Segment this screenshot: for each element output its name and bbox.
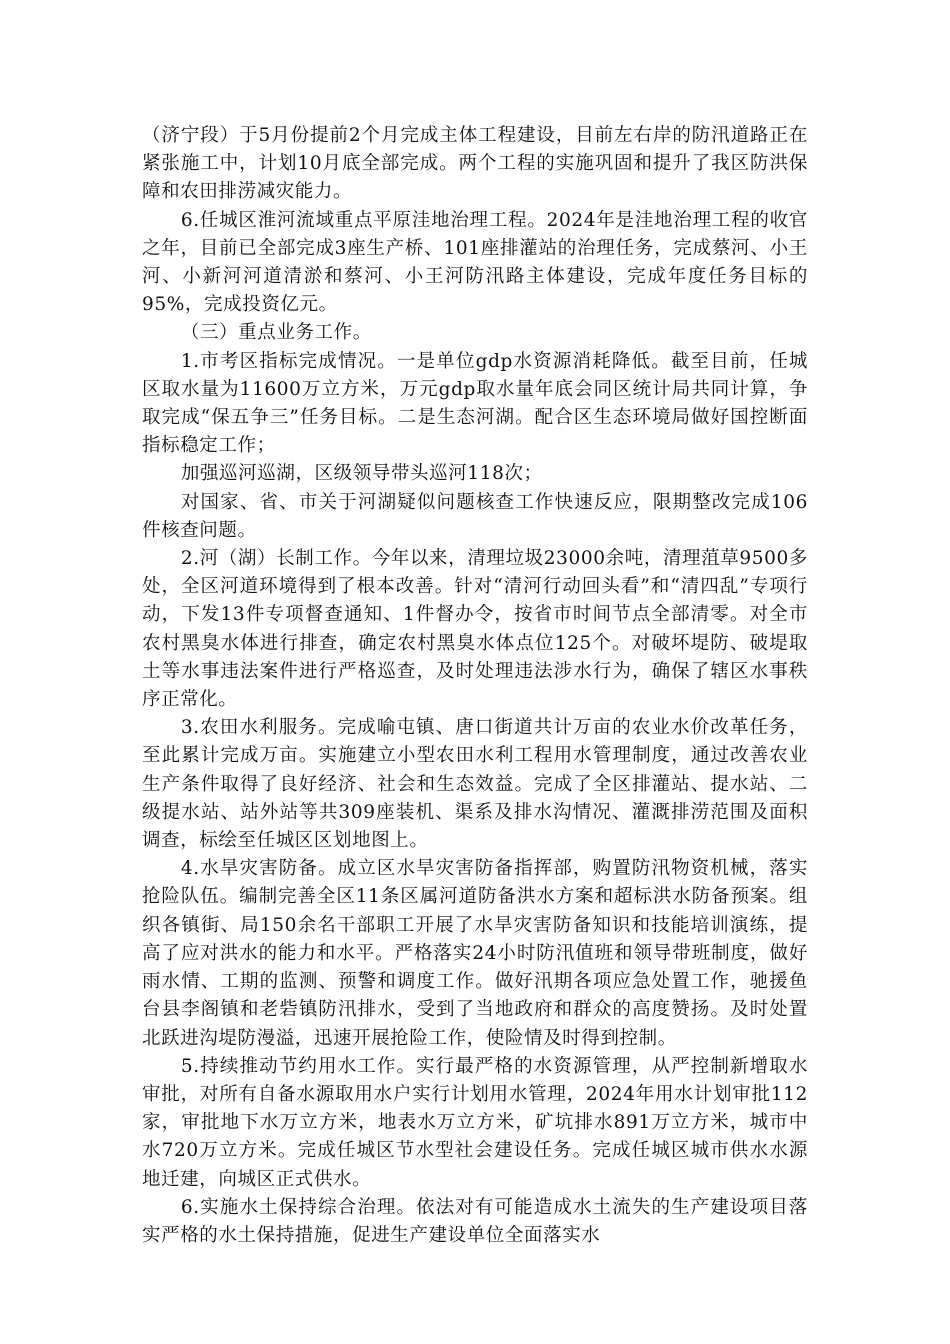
paragraph-item-6-depression-project: 6.任城区淮河流域重点平原洼地治理工程。2024年是洼地治理工程的收官之年，目前已全部完成3座生产桥、101座排灌站的治理任务，完成蔡河、小王河、小新河河道清淤和蔡河、小王河防汛路主体建设，完成年度任务目标的95%，完成投资亿元。 [142,209,808,316]
section-heading-key-work: （三）重点业务工作。 [180,322,372,344]
paragraph-item-1-indicators: 1.市考区指标完成情况。一是单位gdp水资源消耗降低。截至目前，任城区取水量为11600万立方米，万元gdp取水量年底会同区统计局共同计算，争取完成“保五争三”任务目标。二是生态河湖。配合区生态环境局做好国控断面指标稳定工作； [142,350,808,457]
paragraph-item-3-farmland-water: 3.农田水利服务。完成喻屯镇、唐口街道共计万亩的农业水价改革任务，至此累计完成万亩。实施建立小型农田水利工程用水管理制度，通过改善农业生产条件取得了良好经济、社会和生态效益。完成了全区排灌站、提水站、二级提水站、站外站等共309座装机、渠系及排水沟情况、灌溉排涝范围及面积调查，标绘至任城区区划地图上。 [142,717,808,852]
paragraph-item-4-disaster-prevention: 4.水旱灾害防备。成立区水旱灾害防备指挥部，购置防汛物资机械，落实抢险队伍。编制完善全区11条区属河道防备洪水方案和超标洪水防备预案。组织各镇街、局150余名干部职工开展了水旱灾害防备知识和技能培训演练，提高了应对洪水的能力和水平。严格落实24小时防汛值班和领导带班制度，做好雨水情、工期的监测、预警和调度工作。做好汛期各项应急处置工作，驰援鱼台县李阁镇和老砦镇防汛排水，受到了当地政府和群众的高度赞扬。及时处置北跃进沟堤防漫溢，迅速开展抢险工作，使险情及时得到控制。 [142,858,808,1049]
paragraph-continuation: （济宁段）于5月份提前2个月完成主体工程建设，目前左右岸的防汛道路正在紧张施工中，计划10月底全部完成。两个工程的实施巩固和提升了我区防洪保障和农田排涝减灾能力。 [142,125,808,203]
paragraph-item-2-river-chief: 2.河（湖）长制工作。今年以来，清理垃圾23000余吨，清理菹草9500多处，全区河道环境得到了根本改善。针对“清河行动回头看”和“清四乱”专项行动，下发13件专项督查通知、1件督办令，按省市时间节点全部清零。对全市农村黑臭水体进行排查，确定农村黑臭水体点位125个。对破坏堤防、破堤取土等水事违法案件进行严格巡查，及时处理违法涉水行为，确保了辖区水事秩序正常化。 [142,548,808,711]
paragraph-item-5-water-saving: 5.持续推动节约用水工作。实行最严格的水资源管理，从严控制新增取水审批，对所有自备水源取用水户实行计划用水管理，2024年用水计划审批112家，审批地下水万立方米，地表水万立方米，矿坑排水891万立方米，城市中水720万立方米。完成任城区节水型社会建设任务。完成任城区城市供水水源地迁建，向城区正式供水。 [142,1055,808,1190]
paragraph-river-patrol: 加强巡河巡湖，区级领导带头巡河118次； [180,463,543,485]
paragraph-item-6-soil-conservation: 6.实施水土保持综合治理。依法对有可能造成水土流失的生产建设项目落实严格的水土保持措施，促进生产建设单位全面落实水 [142,1196,808,1246]
document-body [142,122,808,1250]
paragraph-problem-verification: 对国家、省、市关于河湖疑似问题核查工作快速反应，限期整改完成106件核查问题。 [142,491,808,541]
